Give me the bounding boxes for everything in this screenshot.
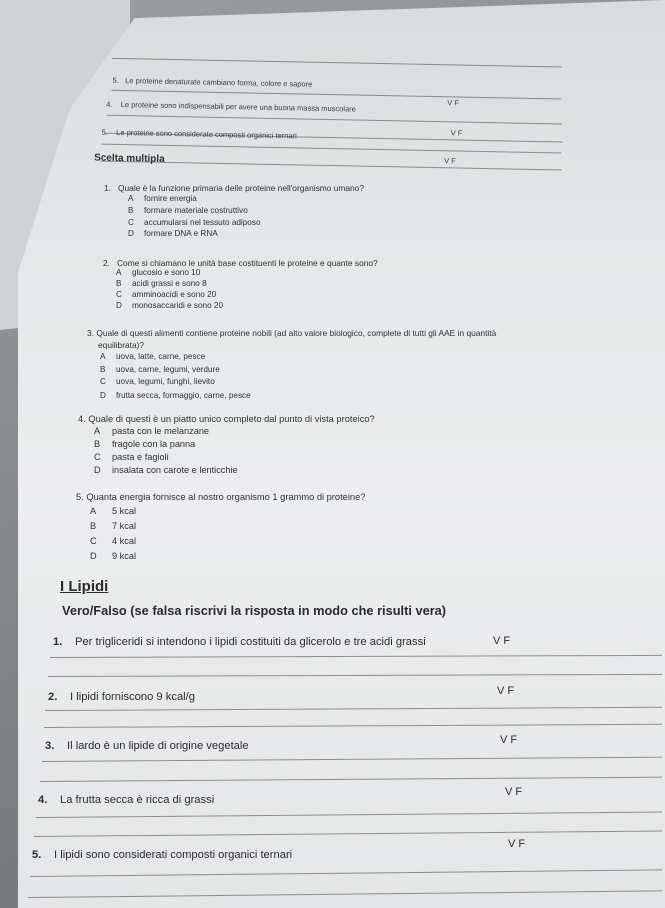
question-3-continuation: equilibrata)?: [98, 340, 145, 350]
question-4-option-b[interactable]: B fragole con la panna: [94, 439, 196, 449]
lipid-item-3-vf[interactable]: V F: [500, 734, 518, 746]
answer-line: [28, 890, 662, 898]
answer-line: [112, 58, 562, 68]
section-subtitle-true-false: Vero/Falso (se falsa riscrivi la risposta in modo che risulti vera): [62, 603, 447, 618]
answer-line: [107, 115, 562, 125]
tf-item-top-2-vf[interactable]: V F: [450, 128, 463, 138]
answer-line: [45, 707, 662, 711]
question-1-option-c[interactable]: C accumularsi nel tessuto adiposo: [128, 218, 261, 227]
question-4: 4. Quale di questi è un piatto unico completo dal punto di vista proteico?: [78, 414, 375, 424]
question-1-option-b[interactable]: B formare materiale costruttivo: [128, 206, 248, 215]
answer-line: [101, 144, 561, 154]
question-3-option-c[interactable]: C uova, legumi, funghi, lievito: [100, 377, 215, 386]
section-title-lipids: I Lipidi: [60, 578, 109, 595]
tf-item-top-2: 4. Le proteine sono indispensabili per avere una buona massa muscolare: [106, 99, 356, 114]
question-5-option-a[interactable]: A 5 kcal: [90, 506, 137, 516]
lipid-item-1-vf[interactable]: V F: [493, 635, 511, 647]
question-2-option-c[interactable]: C amminoacidi e sono 20: [116, 290, 217, 299]
answer-line: [36, 812, 662, 818]
tf-item-top-1-vf[interactable]: V F: [447, 98, 459, 108]
question-3: 3. Quale di questi alimenti contiene proteine nobili (ad alto valore biologico, complete di tutti gli AAE in quantità: [87, 328, 497, 338]
answer-line: [44, 724, 662, 728]
question-1: 1. Quale è la funzione primaria delle proteine nell'organismo umano?: [104, 183, 364, 193]
multiple-choice-heading: Scelta multipla: [94, 152, 165, 165]
question-5-option-b[interactable]: B 7 kcal: [90, 521, 137, 531]
answer-line: [50, 655, 662, 658]
question-4-option-a[interactable]: A pasta con le melanzane: [94, 426, 210, 436]
question-5-option-c[interactable]: C 4 kcal: [90, 536, 137, 546]
lipid-item-2: 2. I lipidi forniscono 9 kcal/g: [48, 691, 195, 703]
question-2: 2. Come si chiamano le unità base costituenti le proteine e quante sono?: [103, 258, 378, 268]
question-2-option-d[interactable]: D monosaccaridi e sono 20: [116, 301, 224, 310]
tf-item-top-3-vf[interactable]: V F: [444, 156, 456, 166]
question-1-option-d[interactable]: D formare DNA e RNA: [128, 229, 218, 238]
question-3-option-b[interactable]: B uova, carne, legumi, verdure: [100, 365, 220, 374]
lipid-item-5-vf[interactable]: V F: [508, 838, 526, 850]
lipid-item-1: 1. Per trigliceridi si intendono i lipidi costituiti da glicerolo e tre acidi grassi: [53, 636, 426, 648]
question-2-option-b[interactable]: B acidi grassi e sono 8: [116, 279, 207, 288]
question-2-option-a[interactable]: A glucosio e sono 10: [116, 268, 201, 277]
question-1-option-a[interactable]: A fornire energia: [128, 194, 197, 203]
answer-line: [30, 869, 662, 877]
question-5: 5. Quanta energia fornisce al nostro organismo 1 grammo di proteine?: [76, 492, 366, 502]
question-4-option-d[interactable]: D insalata con carote e lenticchie: [94, 465, 238, 475]
tf-item-top-1: 5. Le proteine denaturate cambiano forma, colore e sapore: [112, 75, 313, 89]
answer-line: [42, 757, 662, 762]
lipid-item-3: 3. Il lardo è un lipide di origine vegetale: [45, 740, 249, 752]
lipid-item-2-vf[interactable]: V F: [497, 685, 515, 697]
answer-line: [34, 831, 662, 837]
answer-line: [40, 777, 662, 782]
question-4-option-c[interactable]: C pasta e fagioli: [94, 452, 169, 462]
lipid-item-4: 4. La frutta secca è ricca di grassi: [38, 794, 215, 806]
question-3-option-a[interactable]: A uova, latte, carne, pesce: [100, 352, 206, 361]
question-3-option-d[interactable]: D frutta secca, formaggio, carne, pesce: [100, 391, 251, 400]
answer-line: [111, 90, 561, 100]
answer-line: [100, 161, 562, 171]
tf-item-top-3: 5. Le proteine sono considerate composti organici ternari: [101, 127, 297, 141]
answer-line: [48, 674, 662, 677]
lipid-item-4-vf[interactable]: V F: [505, 786, 523, 798]
lipid-item-5: 5. I lipidi sono considerati composti organici ternari: [32, 849, 293, 861]
question-5-option-d[interactable]: D 9 kcal: [90, 551, 137, 561]
